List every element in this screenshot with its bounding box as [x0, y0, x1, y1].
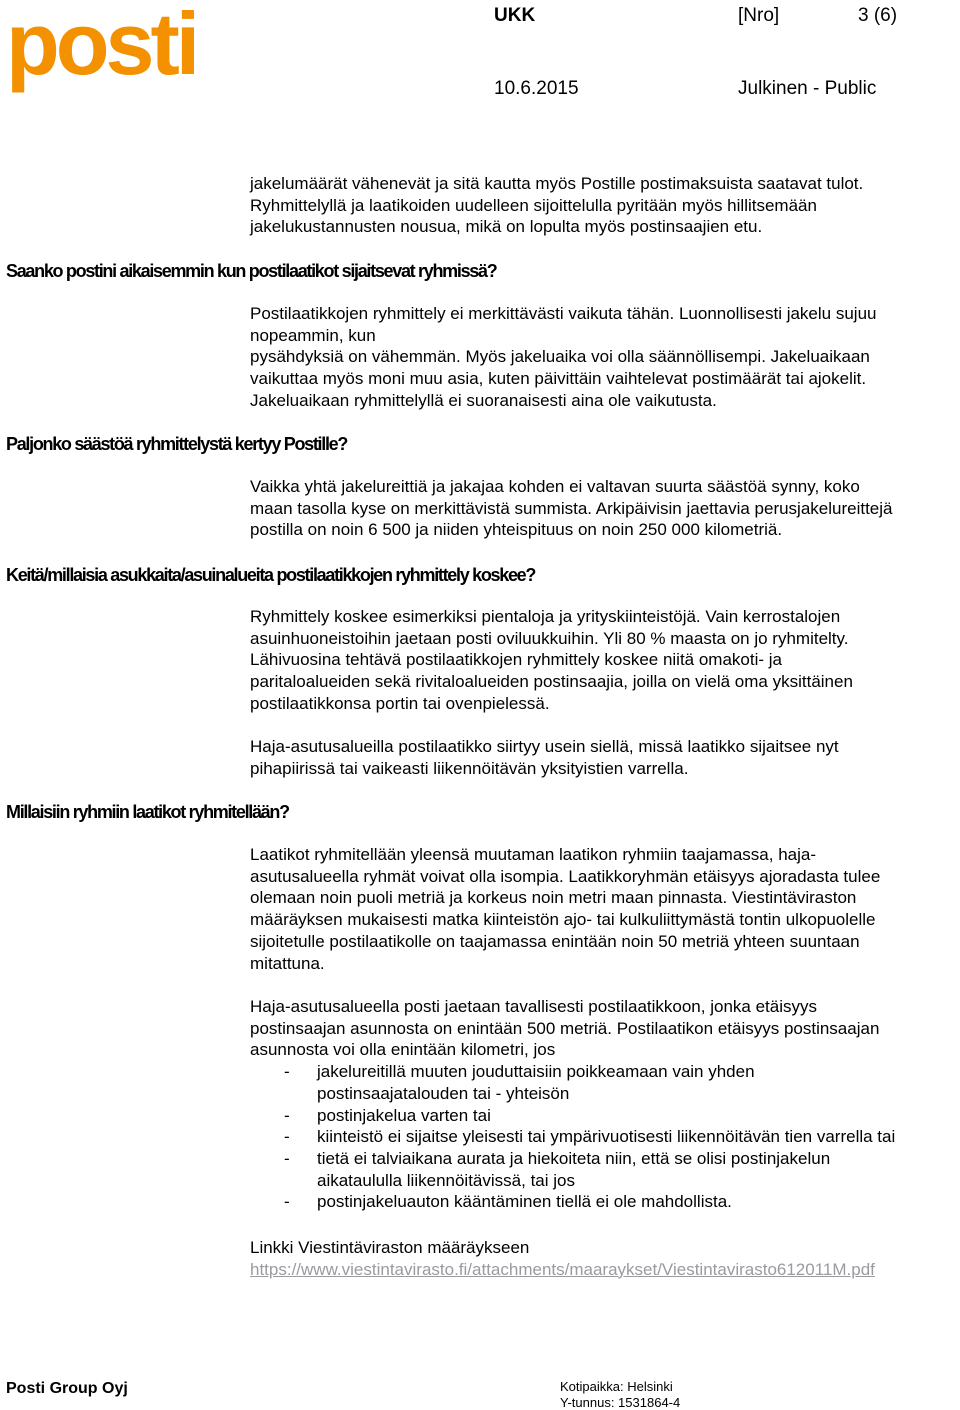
- text-line: Haja-asutusalueilla postilaatikko siirtyy usein siellä, missä laatikko sijaitsee nyt: [250, 737, 839, 756]
- link-label: Linkki Viestintäviraston määräykseen: [250, 1238, 530, 1257]
- text-line: paritaloalueiden sekä rivitaloalueiden postinsaajia, joilla on vielä oma yksittäinen: [250, 672, 853, 692]
- answer-paragraph: [250, 303, 955, 412]
- text-line: Ryhmittely koskee esimerkiksi pientaloja ja yrityskiinteistöjä. Vain kerrostalojen: [250, 607, 841, 626]
- question-heading: Paljonko säästöä ryhmittelystä kertyy Postille?: [6, 434, 348, 454]
- list-item: [250, 1061, 955, 1104]
- text-line: Ryhmittelyllä ja laatikoiden uudelleen sijoittelulla pyritään myös hillitsemään: [250, 195, 817, 215]
- text-line: määräyksen mukaisesti matka kiinteistön ajo- tai kulkuliittymästä tontin ulkopuolelle: [250, 910, 876, 930]
- answer-paragraph: [250, 996, 955, 1213]
- list-item: [250, 1126, 955, 1148]
- text-line: jakelukustannusten nousua, mikä on lopulta myös postinsaajien etu.: [250, 217, 763, 237]
- text-line: nopeammin, kun: [250, 325, 376, 345]
- text-line: asutusalueella ryhmät voivat olla isompia. Laatikkoryhmän etäisyys ajoradasta tulee: [250, 866, 881, 886]
- list-dash: -: [284, 1062, 290, 1082]
- logo-wordmark: posti: [6, 4, 196, 93]
- text-line: postinsaajatalouden tai - yhteisön: [317, 1083, 570, 1103]
- text-line: postinjakelua varten tai: [317, 1105, 491, 1125]
- text-line: maan tasolla kyse on merkittävistä summista. Arkipäivisin jaettavia perusjakelureittejä: [250, 498, 893, 518]
- text-line: jakelumäärät vähenevät ja sitä kautta myös Postille postimaksuista saatavat tulot.: [250, 174, 864, 193]
- text-line: Jakeluaikaan ryhmittelyllä ei suoranaisesti aina ole vaikutusta.: [250, 390, 717, 410]
- text-line: tietä ei talviaikana aurata ja hiekoiteta niin, että se olisi postinjakelun: [317, 1148, 831, 1168]
- footer-company: Posti Group Oyj: [6, 1380, 128, 1397]
- text-line: Haja-asutusalueella posti jaetaan tavallisesti postilaatikkoon, jonka etäisyys: [250, 997, 817, 1016]
- text-line: mitattuna.: [250, 953, 325, 973]
- footer-business-id: Y-tunnus: 1531864-4: [560, 1395, 681, 1410]
- text-line: olemaan noin puoli metriä ja korkeus noin metri maan pinnasta. Viestintäviraston: [250, 888, 857, 908]
- text-line: asunnosta voi olla enintään kilometri, jos: [250, 1040, 556, 1060]
- list-dash: -: [284, 1148, 290, 1168]
- intro-paragraph: [250, 173, 955, 238]
- doc-type: UKK: [494, 5, 536, 26]
- list-item: [250, 1191, 955, 1213]
- text-line: postinjakeluauton kääntäminen tiellä ei ole mahdollista.: [317, 1192, 732, 1212]
- text-line: vaikuttaa myös moni muu asia, kuten päivittäin vaihtelevat postimäärät tai ajokelit.: [250, 369, 867, 389]
- doc-date: 10.6.2015: [494, 78, 579, 99]
- text-line: asuinhuoneistoihin jaetaan posti oviluukkuihin. Yli 80 % maasta on jo ryhmitelty.: [250, 628, 849, 648]
- text-line: Lähivuosina tehtävä postilaatikkojen ryhmittely koskee niitä omakoti- ja: [250, 650, 782, 670]
- question-heading: Keitä/millaisia asukkaita/asuinalueita postilaatikkojen ryhmittely koskee?: [6, 565, 536, 585]
- link-block: [250, 1237, 955, 1280]
- text-line: aikataululla liikennöitävissä, tai jos: [317, 1170, 575, 1190]
- list-dash: -: [284, 1192, 290, 1212]
- text-line: postilla on noin 6 500 ja niiden yhteispituus on noin 250 000 kilometriä.: [250, 520, 783, 540]
- list-item: [250, 1105, 955, 1127]
- answer-paragraph: [250, 606, 955, 715]
- text-line: postilaatikkonsa portin tai ovenpielessä.: [250, 693, 550, 713]
- list-dash: -: [284, 1127, 290, 1147]
- regulation-link[interactable]: https://www.viestintavirasto.fi/attachments/maaraykset/Viestintavirasto612011M.pdf: [250, 1259, 875, 1279]
- text-line: kiinteistö ei sijaitse yleisesti tai ympärivuotisesti liikennöitävän tien varrella tai: [317, 1127, 896, 1147]
- text-line: pihapiirissä tai vaikeasti liikennöitävän yksityistien varrella.: [250, 758, 689, 778]
- text-line: Laatikot ryhmitellään yleensä muutaman laatikon ryhmiin taajamassa, haja-: [250, 845, 817, 864]
- doc-number: [Nro]: [738, 5, 780, 26]
- doc-classification: Julkinen - Public: [738, 78, 877, 99]
- answer-paragraph: [250, 844, 955, 974]
- text-line: pysähdyksiä on vähemmän. Myös jakeluaika voi olla säännöllisempi. Jakeluaikaan: [250, 347, 870, 367]
- condition-list: [250, 1061, 955, 1213]
- text-line: Postilaatikkojen ryhmittely ei merkittävästi vaikuta tähän. Luonnollisesti jakelu sujuu: [250, 304, 877, 323]
- question-heading: Saanko postini aikaisemmin kun postilaatikot sijaitsevat ryhmissä?: [6, 261, 497, 281]
- answer-paragraph: [250, 736, 955, 779]
- page-number: 3 (6): [858, 5, 898, 26]
- question-heading: Millaisiin ryhmiin laatikot ryhmitellään?: [6, 802, 289, 822]
- text-line: sijoitetulle postilaatikolle on taajamassa enintään noin 50 metriä yhteen suuntaan: [250, 931, 860, 951]
- list-dash: -: [284, 1105, 290, 1125]
- answer-paragraph: [250, 476, 955, 541]
- list-item: [250, 1148, 955, 1191]
- text-line: postinsaajan asunnosta on enintään 500 metriä. Postilaatikon etäisyys postinsaajan: [250, 1018, 880, 1038]
- text-line: Vaikka yhtä jakelureittiä ja jakajaa kohden ei valtavan suurta säästöä synny, koko: [250, 477, 860, 496]
- footer-domicile: Kotipaikka: Helsinki: [560, 1379, 673, 1394]
- text-line: jakelureitillä muuten jouduttaisiin poikkeamaan vain yhden: [317, 1062, 755, 1082]
- posti-logo: [6, 4, 196, 96]
